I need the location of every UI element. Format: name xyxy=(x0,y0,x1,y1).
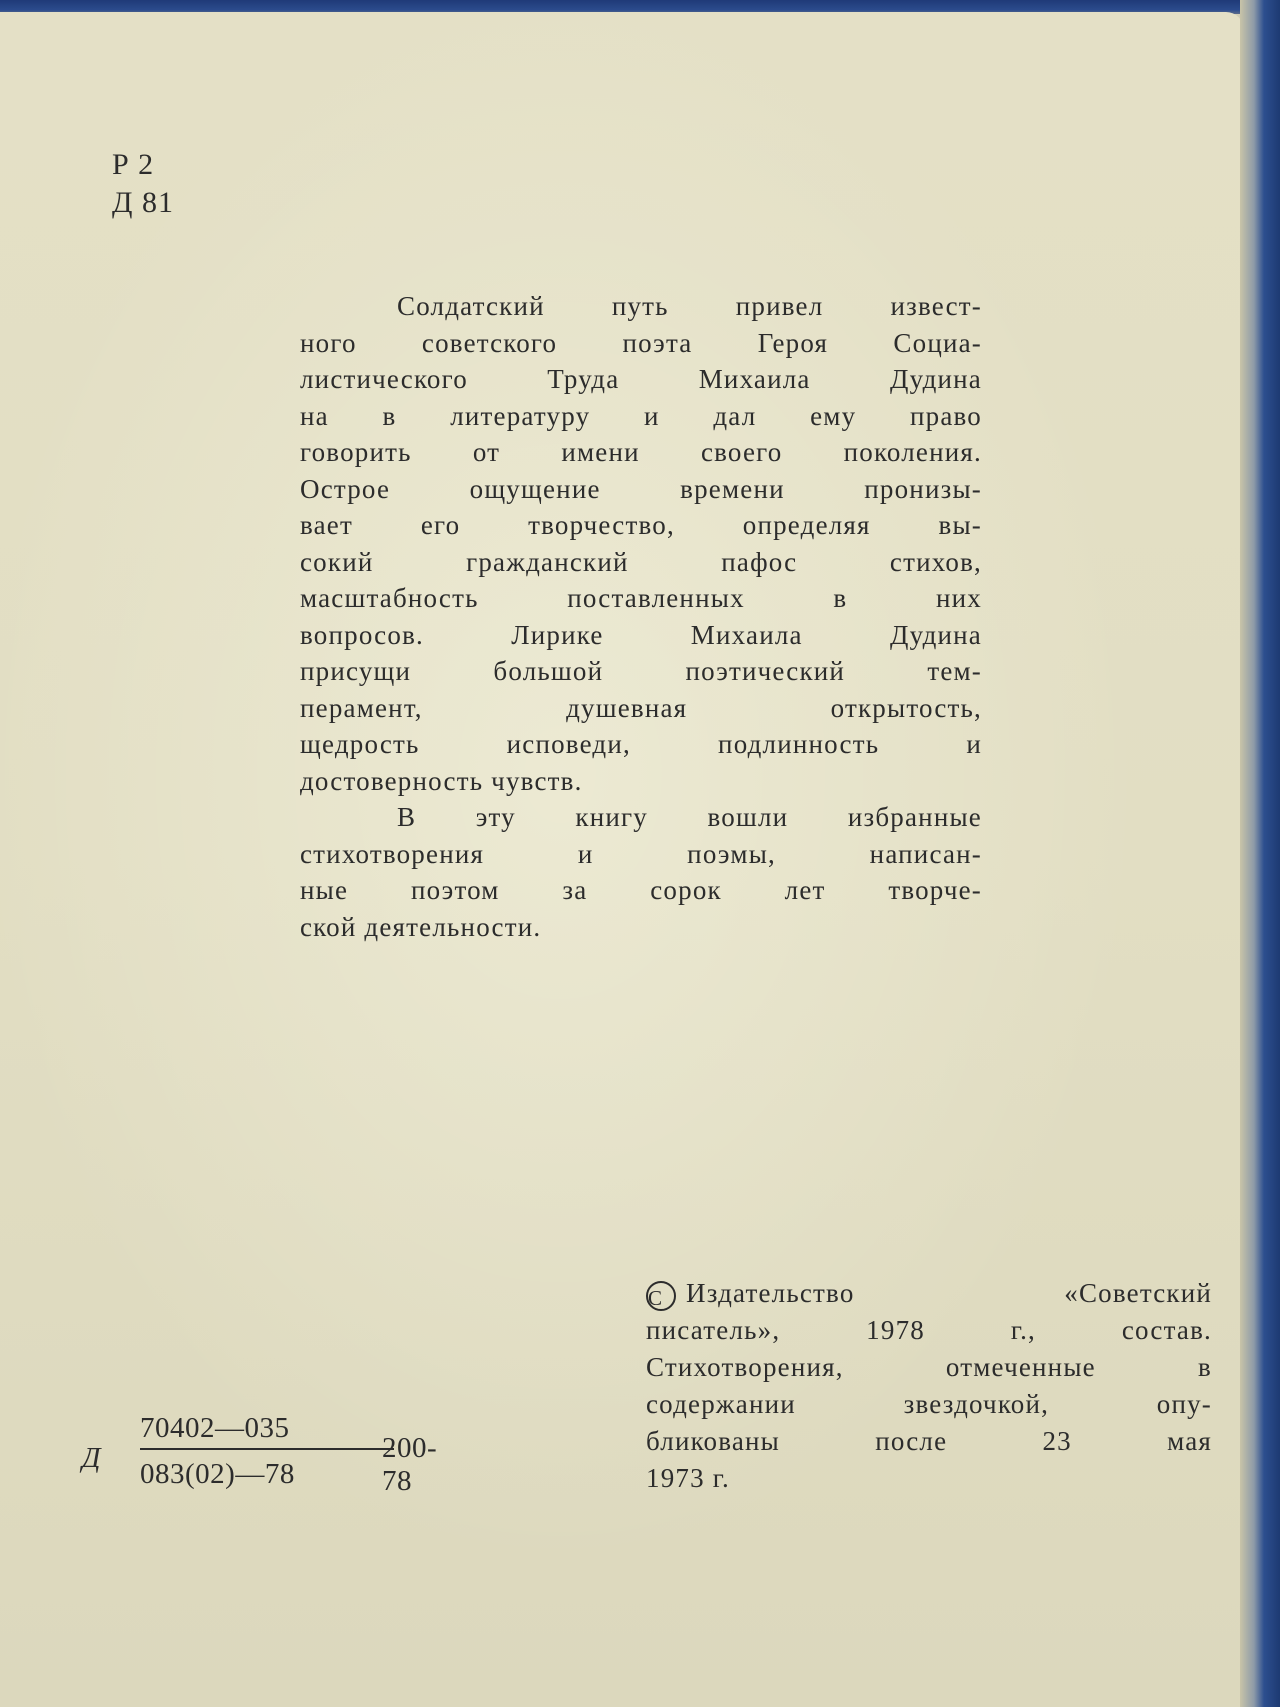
annotation-paragraph-2 xyxy=(300,799,982,945)
copyright-line-text: Издательство «Советский xyxy=(686,1278,1212,1308)
annotation-line: вает его творчество, определяя вы- xyxy=(300,510,982,540)
annotation-line: говорить от имени своего поколения. xyxy=(300,437,982,467)
copyright-line: бликованы после 23 мая xyxy=(646,1426,1212,1456)
index-fraction xyxy=(140,1410,408,1492)
annotation-line: листического Труда Михаила Дудина xyxy=(300,364,982,394)
copyright-line: Стихотворения, отмеченные в xyxy=(646,1352,1212,1382)
annotation-line: перамент, душевная открытость, xyxy=(300,692,982,723)
index-suffix: 200-78 xyxy=(382,1432,438,1497)
fraction-bar xyxy=(140,1448,394,1450)
classification-line-1: Р 2 xyxy=(112,148,155,181)
annotation-line: присущи большой поэтический тем- xyxy=(300,656,982,686)
annotation-line: масштабность поставленных в них xyxy=(300,583,982,613)
annotation-line: Острое ощущение времени пронизы- xyxy=(300,473,982,504)
annotation-line: достоверность чувств. xyxy=(300,765,583,796)
index-numerator: 70402—035 xyxy=(140,1412,290,1444)
annotation-line: ные поэтом за сорок лет творче- xyxy=(300,875,982,905)
book-annotation xyxy=(300,288,982,945)
annotation-line: В эту книгу вошли избранные xyxy=(397,802,982,832)
annotation-line: щедрость исповеди, подлинность и xyxy=(300,729,982,759)
copyright-notice xyxy=(646,1275,1212,1497)
annotation-line: ного советского поэта Героя Социа- xyxy=(300,327,982,358)
annotation-line: ской деятельности. xyxy=(300,911,542,942)
copyright-line: писатель», 1978 г., состав. xyxy=(646,1315,1212,1345)
annotation-line: на в литературу и дал ему право xyxy=(300,400,982,431)
annotation-paragraph-1 xyxy=(300,288,982,799)
annotation-line: вопросов. Лирике Михаила Дудина xyxy=(300,619,982,650)
classification-line-2: Д 81 xyxy=(112,186,174,219)
annotation-line: Солдатский путь привел извест- xyxy=(397,291,982,321)
copyright-line xyxy=(646,1275,1212,1312)
index-letter: Д xyxy=(82,1442,101,1474)
copyright-line: содержании звездочкой, опу- xyxy=(646,1389,1212,1419)
index-denominator: 083(02)—78 xyxy=(140,1458,295,1490)
annotation-line: стихотворения и поэмы, написан- xyxy=(300,838,982,869)
annotation-line: сокий гражданский пафос стихов, xyxy=(300,546,982,577)
book-page xyxy=(0,12,1244,1707)
copyright-line: 1973 г. xyxy=(646,1463,730,1493)
library-classification xyxy=(112,146,174,222)
book-cover-right-edge xyxy=(1240,0,1280,1707)
copyright-icon: С xyxy=(646,1281,676,1311)
